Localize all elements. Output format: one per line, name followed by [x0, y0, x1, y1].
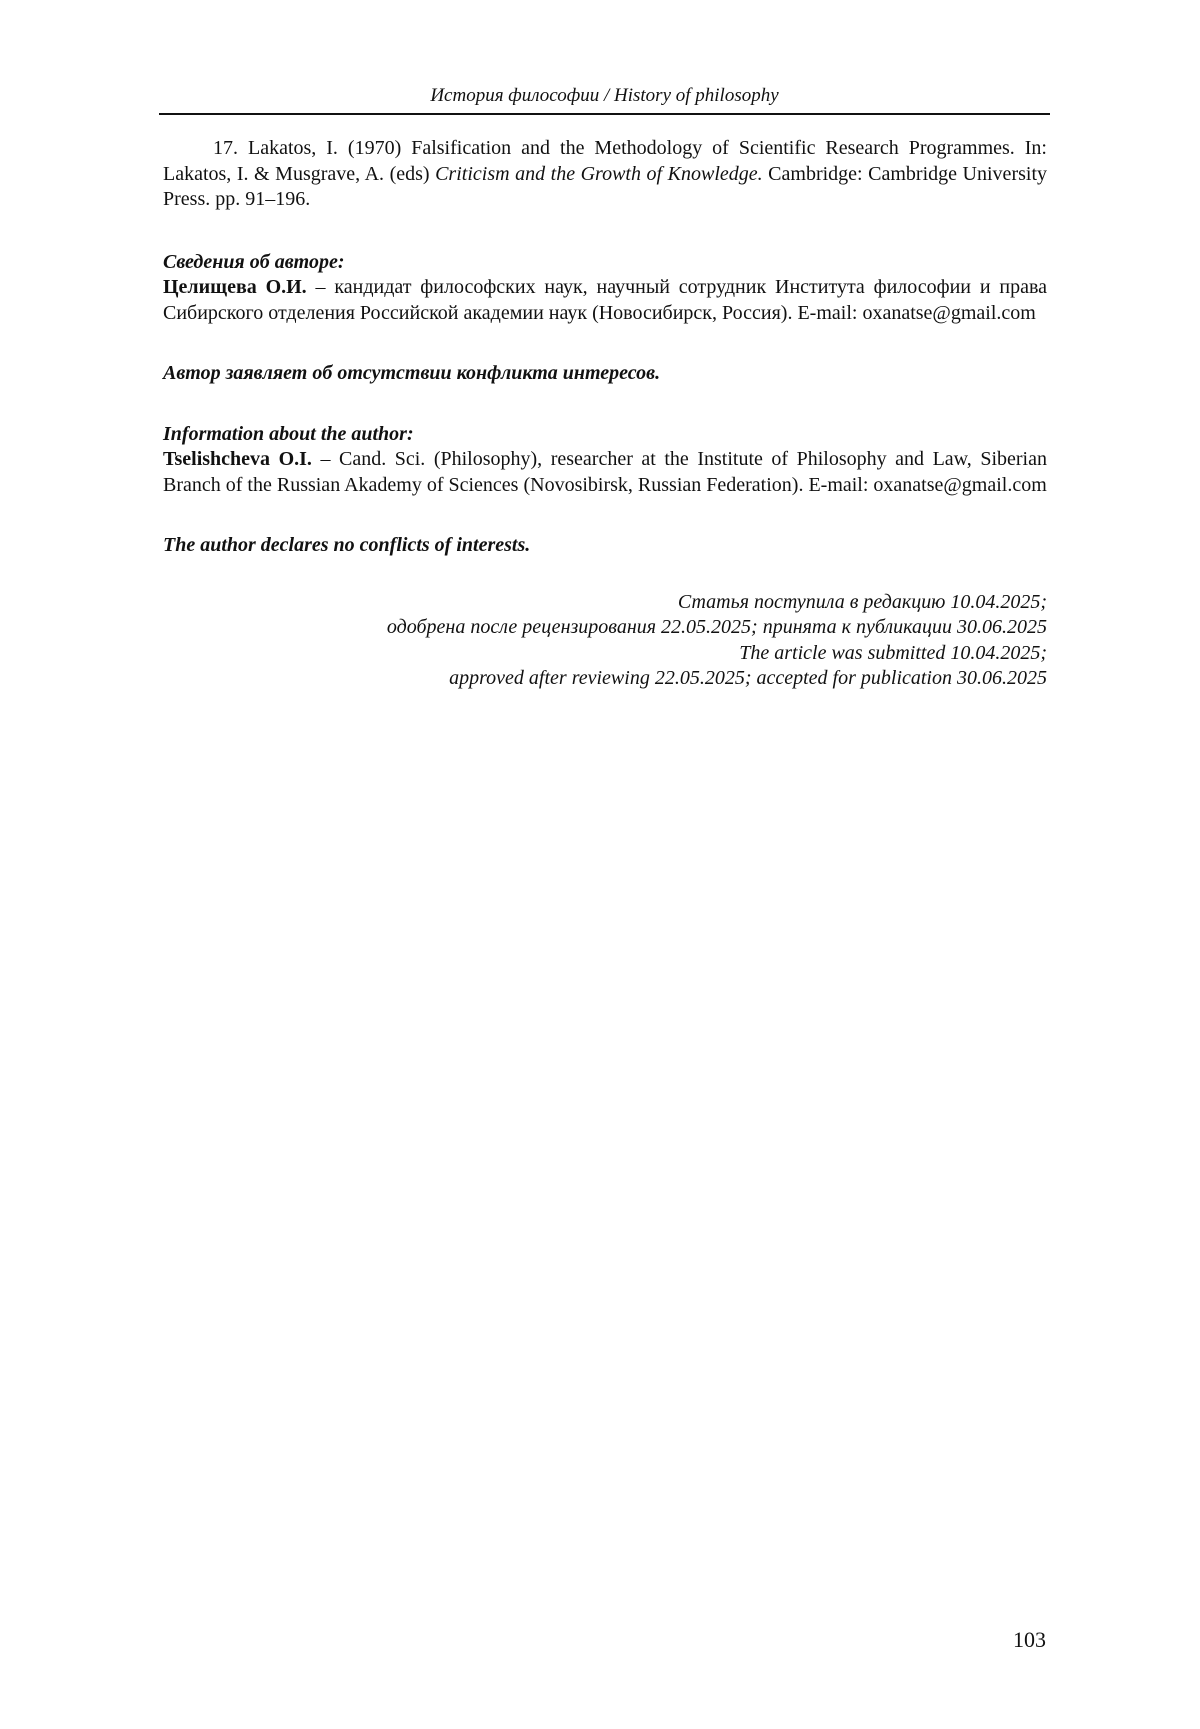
author-info-ru-heading: Сведения об авторе:	[163, 250, 345, 273]
spacer	[163, 414, 1047, 422]
reference-authors: 17. Lakatos, I. (1970) Falsification and the Methodology of Scientific Research Programmes. In: Lakatos, I. & Musgrave, A. (eds)	[163, 137, 1047, 185]
spacer	[163, 213, 1047, 240]
author-info-ru	[163, 275, 1047, 326]
reference-book-title: Criticism and the Growth of Knowledge.	[435, 162, 763, 185]
submission-dates	[163, 590, 1047, 692]
author-info-en-heading: Information about the author:	[163, 422, 414, 445]
reference-17	[163, 136, 1047, 213]
dates-en-approved: approved after reviewing 22.05.2025; accepted for publication 30.06.2025	[449, 667, 1047, 689]
conflict-statement-ru: Автор заявляет об отсутствии конфликта интересов.	[163, 362, 661, 384]
author-info-en	[163, 447, 1047, 498]
dates-en-submitted: The article was submitted 10.04.2025;	[739, 641, 1047, 664]
page-content	[163, 136, 1047, 692]
spacer	[163, 559, 1047, 586]
author-details-ru: – кандидат философских наук, научный сотрудник Института философии и права Сибирского отделения Российской академии наук (Новосибирск, Россия). E-mail: oxanatse@gmail.com	[163, 276, 1047, 324]
reference-publisher: Cambridge: Cambridge University Press. pp. 91–196.	[163, 162, 1047, 210]
spacer	[163, 326, 1047, 353]
spacer	[163, 240, 1047, 250]
conflict-statement-en: The author declares no conflicts of interests.	[163, 534, 531, 556]
dates-ru-approved: одобрена после рецензирования 22.05.2025; принята к публикации 30.06.2025	[386, 616, 1047, 638]
spacer	[163, 387, 1047, 414]
running-header: История философии / History of philosophy	[430, 85, 779, 106]
author-name-en: Tselishcheva O.I.	[163, 448, 312, 470]
spacer	[163, 525, 1047, 533]
dates-ru-submitted: Статья поступила в редакцию 10.04.2025;	[677, 590, 1047, 613]
spacer	[163, 498, 1047, 525]
author-name-ru: Целищева О.И.	[163, 276, 307, 298]
page-number: 103	[1013, 1627, 1046, 1652]
author-details-en: – Cand. Sci. (Philosophy), researcher at the Institute of Philosophy and Law, Siberian Branch of the Russian Akademy of Sciences (Novosibirsk, Russian Federation). E-mail: oxanatse@gmail.com	[163, 448, 1047, 496]
header-divider	[159, 113, 1050, 115]
spacer	[163, 353, 1047, 361]
